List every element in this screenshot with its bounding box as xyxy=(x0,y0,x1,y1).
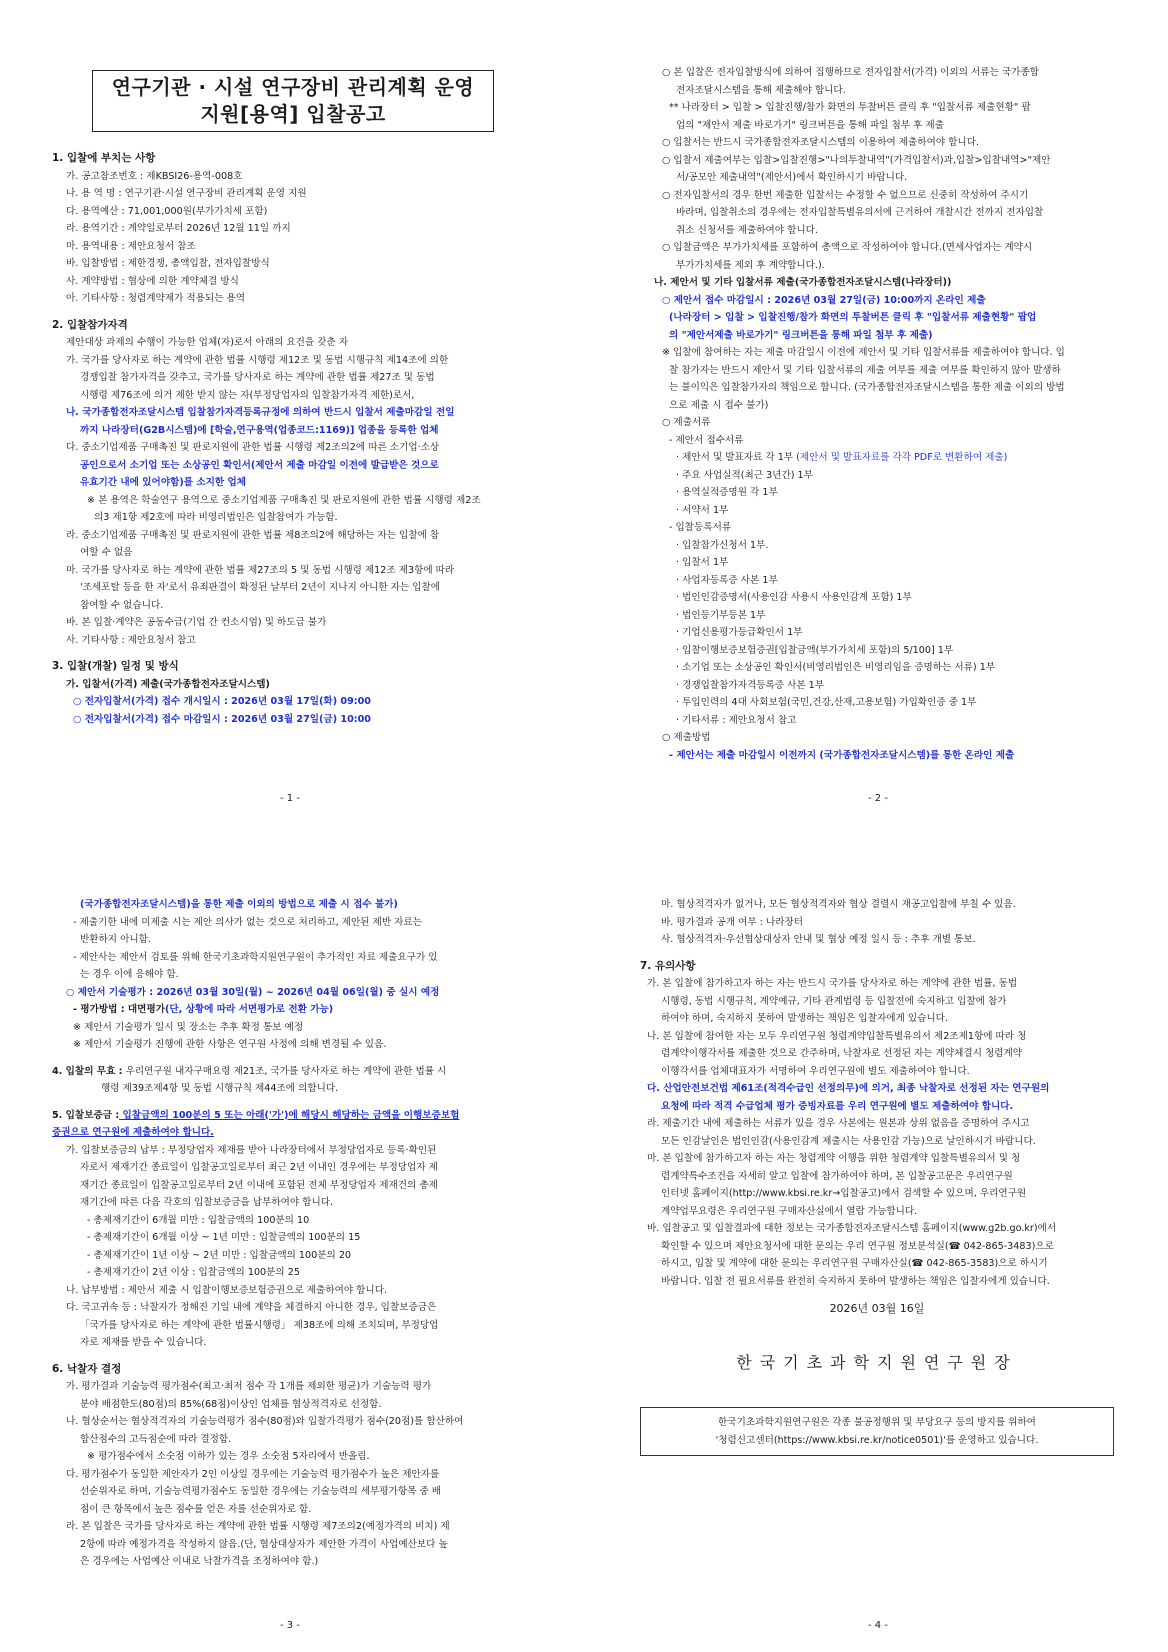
p3-line: 합산점수의 고득점순에 따라 결정함. xyxy=(80,1433,232,1445)
p3-line: 5. 입찰보증금 : 입찰금액의 100분의 5 또는 아래('가')에 해당시 해당하는 금액을 이행보증보험 xyxy=(52,1109,460,1121)
p2-line: · 입찰이행보증보험증권[입찰금액(부가가치세 포함)의 5/100] 1부 xyxy=(676,644,954,656)
p1-line: 시행령 제76조에 의거 제한 받지 않는 자(부정당업자의 입찰참가자격 제한)로서, xyxy=(80,389,415,401)
p3-line: 나. 협상순서는 협상적격자의 기술능력평가 점수(80점)와 입찰가격평가 점수(20점)를 합산하여 xyxy=(66,1416,464,1427)
p3-line: 라. 본 입찰은 국가를 당사자로 하는 계약에 관한 법률 시행령 제7조의2(예정가격의 비치) 제 xyxy=(66,1521,450,1532)
p4-line: 마. 협상적격자가 없거나, 모든 협상적격자와 협상 결렬시 재공고입찰에 부칠 수 있음. xyxy=(661,899,1016,910)
p2-line: · 법인등기부등본 1부 xyxy=(676,609,766,621)
p1-line: 제안대상 과제의 수행이 가능한 업체(자)로서 아래의 요건을 갖춘 자 xyxy=(66,337,349,348)
p1-line: 아. 기타사항 : 청렴계약제가 적용되는 용역 xyxy=(66,293,246,304)
p1-line: 유효기간 내에 있어야함)를 소지한 업체 xyxy=(80,477,247,488)
p3-line: 가. 입찰보증금의 납부 : 부정당업자 제재를 받아 나라장터에서 부정당업자로 등록·확인된 xyxy=(66,1144,437,1156)
p3-line: - 총제재기간이 2년 이상 : 입찰금액의 100분의 25 xyxy=(87,1267,300,1278)
p4-line: 7. 유의사항 xyxy=(640,959,696,972)
p1-line: 바. 입찰방법 : 제한경쟁, 총액입찰, 전자입찰방식 xyxy=(66,258,270,269)
p1-line: 나. 국가종합전자조달시스템 입찰참가자격등록규정에 의하여 반드시 입찰서 제출마감일 전일 xyxy=(66,407,455,418)
p3-line: ※ 평가점수에서 소숫점 이하가 있는 경우 소숫점 5자리에서 반올림. xyxy=(87,1451,370,1462)
p3-line: - 총제재기간이 6개월 미만 : 입찰금액의 100분의 10 xyxy=(87,1214,310,1226)
p2-line: 의 "제안서제출 바로가기" 링크버튼을 통해 파일 첨부 후 제출) xyxy=(669,329,933,341)
p2-line: ○ 제출방법 xyxy=(662,732,711,743)
p1-line: 까지 나라장터(G2B시스템)에 [학술,연구용역(업종코드:1169)] 업종을 등록한 업체 xyxy=(80,424,439,436)
p1-line: 사. 기타사항 : 제안요청서 참고 xyxy=(66,634,196,646)
p4-line: 렴계약이행각서를 제출한 것으로 간주하며, 낙찰자로 선정된 자는 계약체결시 청렴계약 xyxy=(661,1048,1023,1059)
p1-line xyxy=(52,649,536,658)
p3-line: 선순위자로 하며, 기술능력평가점수도 동일한 경우에는 기술능력의 세부평가항목 중 배 xyxy=(80,1486,442,1497)
p1-line: 여할 수 없음 xyxy=(80,547,133,558)
p4-line: 확인할 수 있으며 제안요청서에 대한 문의는 우리 연구원 정보분석실(☎ 042-865-3483)으로 xyxy=(661,1240,1054,1252)
document-title-box xyxy=(92,70,494,132)
p2-line: · 입찰서 1부 xyxy=(676,557,729,568)
p4-line: 모든 인감날인은 법인인감(사용인감계 제출시는 사용인감 가능)으로 날인하시기 바랍니다. xyxy=(661,1135,1036,1147)
p2-line: - 제안서는 제출 마감일시 이전까지 (국가종합전자조달시스템)를 통한 온라인 제출 xyxy=(669,749,1015,761)
p2-line: · 법인인감증명서(사용인감 사용시 사용인감계 포함) 1부 xyxy=(676,592,912,603)
p3-line: 반환하지 아니함. xyxy=(80,934,151,945)
p3-line: 분야 배점한도(80점)의 85%(68점)이상인 업체를 협상적격자로 선정함. xyxy=(80,1398,382,1410)
signature-institution: 한국기초과학지원연구원장 xyxy=(736,1353,1018,1372)
p2-line: · 기업신용평가등급확인서 1부 xyxy=(676,627,803,638)
p1-line: 공인으로서 소기업 또는 소상공인 확인서(제안서 제출 마감일 이전에 발급받은 것으로 xyxy=(80,459,439,471)
integrity-notice-line1: 한국기초과학지원연구원은 각종 불공정행위 및 부당요구 등의 방지를 위하여 xyxy=(718,1417,1036,1428)
p2-line: ※ 입찰에 참여하는 자는 제출 마감일시 이전에 제안서 및 기타 입찰서류를 제출하여야 합니다. 입 xyxy=(662,347,1065,358)
p3-line: 자로서 제재기간 종료일이 입찰공고일로부터 최근 2년 이내인 경우에는 부정당업자 제 xyxy=(80,1162,438,1173)
p2-line: 업의 "제안서 제출 바로가기" 링크버튼을 통해 파일 첨부 후 제출 xyxy=(676,119,944,131)
p2-line: 바라며, 입찰취소의 경우에는 전자입찰특별유의서에 근거하여 개찰시간 전까지 전자입찰 xyxy=(676,207,1044,218)
p2-line: · 투입인력의 4대 사회보험(국민,건강,산재,고용보험) 가입확인증 중 1부 xyxy=(676,697,977,708)
p4-line: 라. 제출기간 내에 제출하는 서류가 있을 경우 사본에는 원본과 상위 없음을 증명하여 주시고 xyxy=(647,1118,1030,1129)
p2-line: ○ 본 입찰은 전자입찰방식에 의하여 집행하므로 전자입찰서(가격) 이외의 서류는 국가종합 xyxy=(662,67,1039,78)
announcement-date: 2026년 03월 16일 xyxy=(829,1302,925,1315)
page-2-body xyxy=(654,64,1114,764)
p2-line: · 주요 사업실적(최근 3년간) 1부 xyxy=(676,469,813,481)
p4-line: 바랍니다. 입찰 전 필요서류를 완전히 숙지하지 못하여 발생하는 책임은 입찰자에게 있습니다. xyxy=(661,1275,1050,1287)
p2-line: · 서약서 1부 xyxy=(676,504,729,516)
p3-line: 은 경우에는 사업예산 이내로 낙찰가격을 조정하여야 함.) xyxy=(80,1556,319,1567)
p2-line: · 제안서 및 발표자료 각 1부 (제안서 및 발표자료를 각각 PDF로 변환하여 제출) xyxy=(676,452,1008,463)
p4-line: 요청에 따라 적격 수급업체 평가 증빙자료를 우리 연구원에 별도 제출하여야 합니다. xyxy=(661,1100,1014,1112)
p2-line: · 사업자등록증 사본 1부 xyxy=(676,574,778,586)
p3-line: 재기간 종료일이 입찰공고일로부터 2년 이내에 포함된 전체 부정당업자 제재건의 총제 xyxy=(80,1179,438,1191)
page-4-body xyxy=(640,896,1114,1456)
integrity-notice-line2: '청렴신고센터(https://www.kbsi.re.kr/notice0501)'를 운영하고 있습니다. xyxy=(715,1434,1039,1446)
p3-line: - 총제재기간이 6개월 이상 ~ 1년 미만 : 입찰금액의 100분의 15 xyxy=(87,1232,361,1243)
p3-line: 6. 낙찰자 결정 xyxy=(52,1362,122,1375)
p1-line: 다. 중소기업제품 구매촉진 및 판로지원에 관한 법률 시행령 제2조의2에 따른 소기업·소상 xyxy=(66,442,440,453)
p1-line: 마. 국가를 당사자로 하는 계약에 관한 법률 제27조의 5 및 동법 시행령 제12조 제3항에 따라 xyxy=(66,564,455,576)
p3-line: 재기간에 따른 다음 각호의 입찰보증금을 납부하여야 합니다. xyxy=(80,1197,334,1208)
p1-line: 사. 계약방법 : 협상에 의한 계약체결 방식 xyxy=(66,275,239,287)
p3-line xyxy=(52,1098,536,1107)
p2-line: (나라장터 > 입찰 > 입찰진행/참가 화면의 투찰버튼 클릭 후 "입찰서류 제출현황" 팝업 xyxy=(669,312,1037,323)
p1-line: '조세포탈 등을 한 자'로서 유죄판결이 확정된 날부터 2년이 지나지 아니한 자는 입찰에 xyxy=(80,582,441,593)
p4-line: 이행각서를 업체대표자가 서명하여 우리연구원에 별도 제출하여야 합니다. xyxy=(661,1065,970,1077)
p3-line: - 평가방법 : 대면평가(단, 상황에 따라 서면평가로 전환 가능) xyxy=(73,1004,334,1015)
p3-line: - 총제재기간이 1년 이상 ~ 2년 미만 : 입찰금액의 100분의 20 xyxy=(87,1249,352,1261)
p3-line: 다. 국고귀속 등 : 낙찰자가 정해진 기일 내에 계약을 체결하지 아니한 경우, 입찰보증금은 xyxy=(66,1302,437,1313)
p3-line: 2항에 따라 예정가격을 작성하지 않음.(단, 협상대상자가 제안한 가격이 사업예산보다 높 xyxy=(80,1538,448,1550)
p2-line: · 용역실적증명원 각 1부 xyxy=(676,487,778,498)
p2-line: · 기타서류 : 제안요청서 참고 xyxy=(676,714,797,726)
p2-line: 으로 제출 시 접수 불가) xyxy=(669,399,769,411)
page-number-4: - 4 - xyxy=(868,1620,888,1631)
p3-line: 는 경우 이에 응해야 함. xyxy=(80,969,179,980)
p3-line: 자로 제재를 받을 수 있습니다. xyxy=(80,1337,207,1348)
page-number-3: - 3 - xyxy=(280,1620,300,1631)
p2-line: ○ 제출서류 xyxy=(662,417,711,428)
p1-line: 3. 입찰(개찰) 일정 및 방식 xyxy=(52,660,179,672)
p4-line: 다. 산업안전보건법 제61조(적격수급인 선정의무)에 의거, 최종 낙찰자로 선정된 자는 연구원의 xyxy=(647,1083,1050,1094)
p4-line: 바. 입찰공고 및 입찰결과에 대한 정보는 국가종합전자조달시스템 홈페이지(www.g2b.go.kr)에서 xyxy=(647,1223,1057,1234)
page-number-2: - 2 - xyxy=(868,793,888,804)
p1-line: 바. 본 입찰·계약은 공동수급(기업 간 컨소시엄) 및 하도급 불가 xyxy=(66,617,327,628)
p4-line: 계약업무요령은 우리연구원 구매자산실에서 열람 가능합니다. xyxy=(661,1205,918,1217)
p2-line: - 제안서 접수서류 xyxy=(669,434,744,446)
p2-line: 전자조달시스템을 통해 제출해야 합니다. xyxy=(676,84,846,96)
p2-line: 찰 참가자는 반드시 제안서 및 기타 입찰서류의 제출 여부를 제출 여부를 확인하지 않아 발생하 xyxy=(669,364,1061,376)
p1-line: ※ 본 용역은 학술연구 용역으로 중소기업제품 구매촉진 및 판로지원에 관한 법률 시행령 제2조 xyxy=(87,494,481,506)
p3-line: 증권으로 연구원에 제출하여야 합니다. xyxy=(52,1127,214,1138)
p2-line: ○ 입찰금액은 부가가치세를 포함하여 총액으로 작성하여야 합니다.(면세사업자는 계약시 xyxy=(662,242,1033,253)
p3-line xyxy=(52,1054,536,1063)
p3-line: 다. 평가점수가 동일한 제안자가 2인 이상일 경우에는 기술능력 평가점수가 높은 제안자를 xyxy=(66,1468,440,1480)
p1-line: 가. 국가를 당사자로 하는 계약에 관한 법률 시행령 제12조 및 동법 시행규칙 제14조에 의한 xyxy=(66,354,449,366)
p4-line: 나. 본 입찰에 참여한 자는 모두 우리연구원 청렴계약입찰특별유의서 제2조제1항에 따라 청 xyxy=(647,1030,1027,1042)
p2-line: ○ 입찰서는 반드시 국가종합전자조달시스템의 이용하여 제출하여야 합니다. xyxy=(662,137,980,148)
p1-line: 2. 입찰참가자격 xyxy=(52,318,128,331)
p3-line: ○ 제안서 기술평가 : 2026년 03월 30일(월) ~ 2026년 04월 06일(월) 중 실시 예정 xyxy=(66,986,440,998)
p1-line: 경쟁입찰 참가자격을 갖추고, 국가를 당사자로 하는 계약에 관한 법률 제27조 및 동법 xyxy=(80,372,435,383)
p1-line xyxy=(52,308,536,317)
p3-line: (국가종합전자조달시스템)을 통한 제출 이외의 방법으로 제출 시 접수 불가) xyxy=(80,899,398,910)
p3-line: 4. 입찰의 무효 : 우리연구원 내자구매요령 제21조, 국가를 당사자로 하는 계약에 관한 법률 시 xyxy=(52,1065,447,1077)
p2-line: ** 나라장터 > 입찰 > 입찰진행/참가 화면의 투찰버튼 클릭 후 "입찰서류 제출현황" 팝 xyxy=(669,102,1031,113)
p1-line: 가. 공고참조번호 : 제KBSI26-용역-008호 xyxy=(66,170,243,182)
p4-line: 시행령, 동법 시행규칙, 계약예규, 기타 관계법령 등 입찰전에 숙지하고 입찰에 참가 xyxy=(661,995,1007,1007)
page-3-body xyxy=(52,896,536,1571)
p2-line: 나. 제안서 및 기타 입찰서류 제출(국가종합전자조달시스템(나라장터)) xyxy=(654,277,952,288)
p1-line: 라. 중소기업제품 구매촉진 및 판로지원에 관한 법률 제8조의2에 해당하는 자는 입찰에 참 xyxy=(66,529,440,541)
p4-line: 바. 평가결과 공개 여부 : 나라장터 xyxy=(661,916,804,928)
p1-line: 마. 용역내용 : 제안요청서 참조 xyxy=(66,240,196,252)
p4-line: 하시고, 입찰 및 계약에 대한 문의는 우리연구원 구매자산실(☎ 042-865-3583)으로 하시기 xyxy=(661,1258,1048,1269)
p2-line: 는 불이익은 입찰참가자의 책임으로 합니다. (국가종합전자조달시스템을 통한 제출 이외의 방법 xyxy=(669,382,1065,393)
p3-line: 가. 평가결과 기술능력 평가점수(최고·최저 점수 각 1개를 제외한 평균)가 기술능력 평가 xyxy=(66,1381,432,1392)
p3-line: 나. 납부방법 : 제안서 제출 시 입찰이행보증보험증권으로 제출하여야 합니다. xyxy=(66,1284,388,1296)
p1-line: 의3 제1항 제2호에 따라 비영리법인은 입찰참여가 가능함. xyxy=(94,512,338,523)
p1-line: 라. 용역기간 : 계약일로부터 2026년 12월 11일 까지 xyxy=(66,223,291,234)
p4-line: 마. 본 입찰에 참가하고자 하는 자는 청렴계약 이행을 위한 청렴계약 입찰특별유의서 및 청 xyxy=(647,1153,1021,1164)
p2-line: 서/공모안 제출내역"(제안서)에서 확인하시기 바랍니다. xyxy=(676,172,908,183)
p1-line: 나. 용 역 명 : 연구기관·시설 연구장비 관리계획 운영 지원 xyxy=(66,188,307,199)
page-1-body xyxy=(52,150,536,728)
p1-line: 가. 입찰서(가격) 제출(국가종합전자조달시스템) xyxy=(66,678,270,690)
p3-line xyxy=(52,1352,536,1361)
p2-line: ○ 입찰서 제출여부는 입찰>입찰진행>"나의투찰내역"(가격입찰서)과,입찰>입찰내역>"제안 xyxy=(662,154,1051,166)
p1-line: ○ 전자입찰서(가격) 접수 마감일시 : 2026년 03월 27일(금) 10:00 xyxy=(73,713,371,725)
p2-line: · 경쟁입찰참가자격등록증 사본 1부 xyxy=(676,679,825,691)
p2-line: ○ 제안서 접수 마감일시 : 2026년 03월 27일(금) 10:00까지 온라인 제출 xyxy=(662,294,986,306)
p2-line: 취소 신청서를 제출하여야 합니다. xyxy=(676,224,818,236)
p1-line: ○ 전자입찰서(가격) 접수 개시일시 : 2026년 03월 17일(화) 09:00 xyxy=(73,696,371,707)
p4-line: 렴계약특수조건을 자세히 알고 입찰에 참가하여야 하며, 본 입찰공고문은 우리연구원 xyxy=(661,1170,1013,1182)
p4-line: 인터넷 홈페이지(http://www.kbsi.re.kr→입찰공고)에서 검색할 수 있으며, 우리연구원 xyxy=(661,1188,1027,1199)
document-title-line2: 지원[용역] 입찰공고 xyxy=(200,102,386,126)
p2-line: ○ 전자입찰서의 경우 한번 제출한 입찰서는 수정할 수 없으므로 신중히 작성하여 주시기 xyxy=(662,189,1029,201)
p2-line: - 입찰등록서류 xyxy=(669,522,732,533)
p3-line: - 제출기한 내에 미제출 시는 제안 의사가 없는 것으로 처리하고, 제안된 제반 자료는 xyxy=(73,916,422,928)
p4-line xyxy=(640,949,1114,958)
p3-line: 점이 큰 항목에서 높은 점수를 얻은 자를 선순위자로 함. xyxy=(80,1503,312,1515)
p2-line: · 소기업 또는 소상공인 확인서(비영리법인은 비영리임을 증명하는 서류) 1부 xyxy=(676,662,996,673)
p3-line: ※ 제안서 기술평가 진행에 관한 사항은 연구원 사정에 의해 변경될 수 있음. xyxy=(73,1039,387,1050)
p2-line: · 입찰참가신청서 1부. xyxy=(676,539,769,551)
p4-line: 가. 본 입찰에 참가하고자 하는 자는 반드시 국가를 당사자로 하는 계약에 관한 법률, 동법 xyxy=(647,978,1018,989)
p3-line: 「국가를 당사자로 하는 계약에 관한 법률시행령」 제38조에 의해 조치되며, 부정당업 xyxy=(80,1319,439,1331)
p2-line: 부가가치세를 제외 후 계약합니다.). xyxy=(676,259,825,271)
page-number-1: - 1 - xyxy=(280,793,300,804)
p4-line: 사. 협상적격자·우선협상대상자 안내 및 협상 예정 일시 등 : 추후 개별 통보. xyxy=(661,934,976,945)
p1-line: 다. 용역예산 : 71,001,000원(부가가치세 포함) xyxy=(66,205,268,217)
page-4-lines xyxy=(640,896,1114,1290)
p3-line: 행령 제39조제4항 및 동법 시행규칙 제44조에 의합니다. xyxy=(101,1083,339,1094)
p1-line: 참여할 수 없습니다. xyxy=(80,599,164,611)
p4-line: 하여야 하며, 숙지하지 못하여 발생하는 책임은 입찰자에게 있습니다. xyxy=(661,1013,948,1024)
p3-line: - 제안사는 제안서 검토를 위해 한국기초과학지원연구원이 추가적인 자료 제출요구가 있 xyxy=(73,951,438,963)
p1-line: 1. 입찰에 부치는 사항 xyxy=(52,152,156,164)
document-title-line1: 연구기관 · 시설 연구장비 관리계획 운영 xyxy=(111,75,475,99)
integrity-notice-box xyxy=(640,1407,1114,1456)
p3-line: ※ 제안서 기술평가 일시 및 장소는 추후 확정 통보 예정 xyxy=(73,1021,304,1033)
